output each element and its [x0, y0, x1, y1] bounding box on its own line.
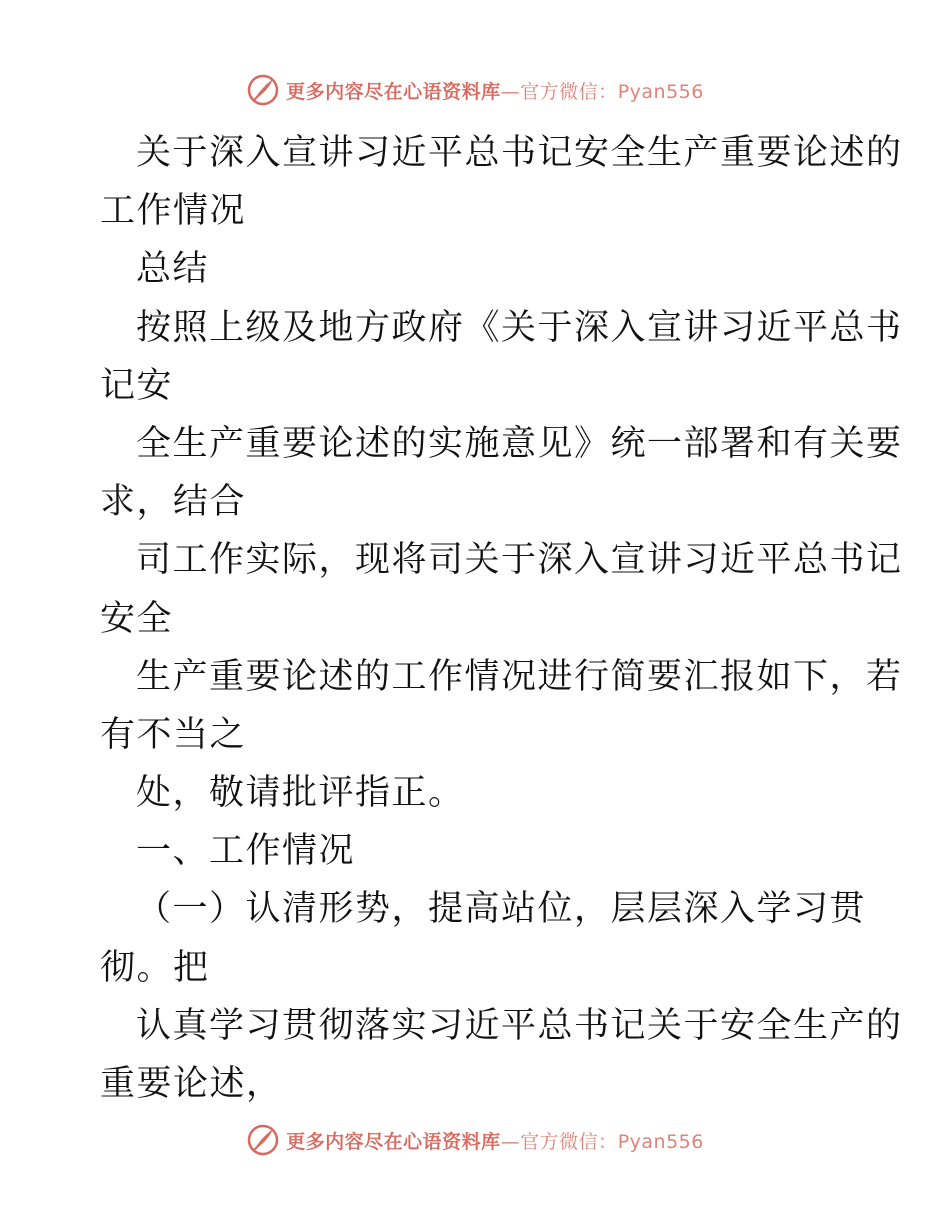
text-line: 彻。把	[100, 947, 210, 988]
text-line: 认真学习贯彻落实习近平总书记关于安全生产的	[136, 1005, 903, 1046]
text-line: 关于深入宣讲习近平总书记安全生产重要论述的	[136, 133, 903, 173]
text-line: 重要论述，	[100, 1064, 283, 1104]
watermark-wechat-id: Pyan556	[617, 1130, 704, 1153]
watermark-wechat-label: 官方微信：	[520, 80, 618, 103]
text-line: 司工作实际，现将司关于深入宣讲习近平总书记	[136, 540, 903, 581]
watermark-text	[286, 1127, 704, 1154]
document-body	[100, 124, 903, 1113]
watermark-wechat-id: Pyan556	[617, 80, 704, 103]
watermark-wechat-label: 官方微信：	[520, 1130, 618, 1153]
text-line: 工作情况	[100, 191, 247, 232]
text-line: 按照上级及地方政府《关于深入宣讲习近平总书	[136, 307, 903, 348]
text-line: 有不当之	[100, 714, 247, 755]
text-line: 一、工作情况	[136, 831, 356, 872]
watermark-text	[286, 77, 704, 104]
text-line: 总结	[136, 249, 210, 290]
footer-watermark	[0, 1120, 950, 1160]
feather-pen-logo-icon	[246, 73, 280, 107]
watermark-brand: 更多内容尽在心语资料库	[286, 80, 501, 103]
text-line: 生产重要论述的工作情况进行简要汇报如下，若	[136, 656, 903, 697]
watermark-dash: —	[500, 1130, 521, 1153]
text-line: 全生产重要论述的实施意见》统一部署和有关要	[136, 423, 903, 464]
text-line: （一）认清形势，提高站位，层层深入学习贯	[136, 889, 867, 930]
header-watermark	[0, 70, 950, 110]
text-line: 记安	[100, 365, 174, 406]
text-line: 求，结合	[100, 482, 247, 523]
watermark-brand: 更多内容尽在心语资料库	[286, 1130, 501, 1153]
text-line: 安全	[100, 598, 174, 639]
watermark-dash: —	[500, 80, 521, 103]
feather-pen-logo-icon	[246, 1123, 280, 1157]
text-line: 处，敬请批评指正。	[136, 773, 465, 814]
